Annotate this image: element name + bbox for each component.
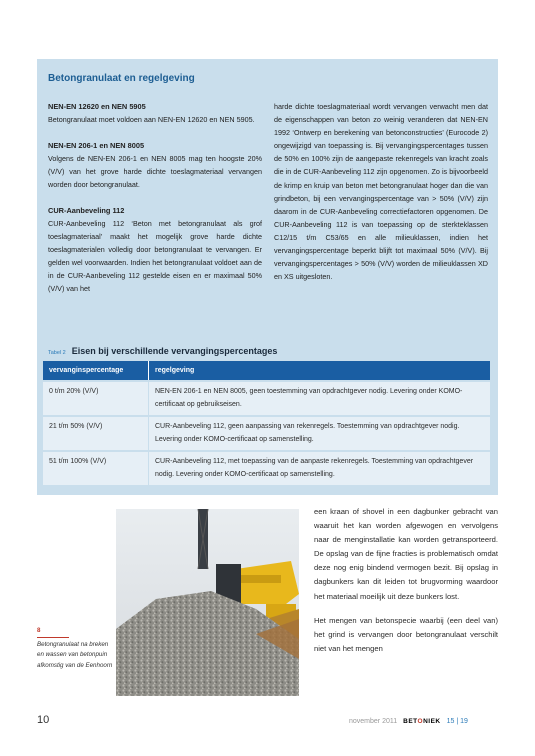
table-row [43,415,490,450]
requirements-table [43,361,490,485]
column-header: regelgeving [155,367,195,374]
table-caption [48,346,277,356]
figure-number: 8 [37,627,41,634]
section-heading: CUR-Aanbeveling 112 [48,205,125,215]
table-cell: CUR-Aanbeveling 112, met toepassing van de aanpaste rekenregels. Toestemming van opdrachtgever nodig. Levering onder KOMO-certificaat op samenstelling. [155,458,474,478]
magazine-logo: BETONIEK [403,718,441,725]
table-cell: 51 t/m 100% (V/V) [43,452,149,485]
section-text: CUR-Aanbeveling 112 ‘Beton met betongranulaat als grof toeslagmateriaal’ maakt het mogelijk grove harde dichte toeslagmaterialen volledig door betongranulaat te vervangen. Er gelden wel voorwaarden. Indien het betongranulaat voldoet aan de in de CUR-Aanbeveling 112 gestelde eisen en er maximaal 50% (V/V) van het [48,218,262,294]
box-title: Betongranulaat en regelgeving [48,73,195,84]
table-cell: 21 t/m 50% (V/V) [43,417,149,450]
figure-caption-text: Betongranulaat na breken en wassen van betonpuin afkomstig van de Eenhoorn [37,641,113,669]
table-title: Eisen bij verschillende vervangingspercentages [71,346,278,356]
table-cell: 0 t/m 20% (V/V) [43,382,149,415]
issue-date: november 2011 [349,718,398,725]
box-right-column [274,100,488,283]
section-heading: NEN-EN 12620 en NEN 5905 [48,102,146,111]
body-paragraph: Het mengen van betonspecie waarbij (een deel van) het grind is vervangen door betongranulaat verschilt niet van het mengen [314,615,498,653]
footer [349,718,468,725]
table-label: Tabel 2 [48,350,66,356]
crane-gravel-photo [116,509,299,696]
table-cell: NEN-EN 206-1 en NEN 8005, geen toestemming van opdrachtgever nodig. Levering onder KOMO-certificaat op gebruikseisen. [155,388,463,408]
column-header: vervanginspercentage [43,361,149,380]
section-heading: NEN-EN 206-1 en NEN 8005 [48,140,145,150]
table-row [43,450,490,485]
table-cell: CUR-Aanbeveling 112, geen aanpassing van rekenregels. Toestemming van opdrachtgever nodig. Levering onder KOMO-certificaat op samenstelling. [155,423,460,443]
table-row [43,380,490,415]
section-text: harde dichte toeslagmateriaal wordt vervangen verwacht men dat de eigenschappen van beton zo weinig veranderen dat NEN-EN 1992 ‘Ontwerp en berekening van betonconstructies’ (Eurocode 2) ongewijzigd van toepassing is. Bij vervangingspercentages tussen de 50% en 100% zijn de aangepaste rekenregels van kracht zoals die in de CUR-Aanbeveling 112 zijn opgenomen. Zo is bijvoorbeeld de krimp en kruip van beton met betongranulaat hoger dan die van grindbeton, bij een vervangingspercentage van > 50% (V/V) zijn daarom in de CUR-Aanbeveling correctiefactoren opgenomen. De CUR-Aanbeveling 112 is van toepassing op de sterkteklassen C12/15 t/m C53/65 en alle milieuklassen, indien het vervangingspercentage beperkt blijft tot maximaal 50% (V/V). Bij vervangingspercentages > 50% (V/V) worden de milieuklassen XD en XS uitgesloten. [274,102,488,282]
box-left-column [48,100,262,308]
section-text: Volgens de NEN-EN 206-1 en NEN 8005 mag ten hoogste 20% (V/V) van het grove harde dichte toeslagmateriaal vervangen worden door betongranulaat. [48,153,262,189]
body-paragraph: een kraan of shovel in een dagbunker gebracht van waaruit het kan worden afgewogen en vervolgens naar de menginstallatie kan worden getransporteerd. De opslag van de fijne fracties is problematisch omdat deze nog enig bindend vermogen bezit. Bij opslag in dagbunkers kan dit leiden tot brugvorming waardoor het materiaal moeilijk uit deze bunkers lost. [314,507,498,601]
page-number: 10 [37,714,50,726]
figure-caption [37,626,113,671]
body-column [314,505,498,666]
page-range: 15 | 19 [446,718,468,725]
table-header [43,361,490,380]
caption-rule [37,637,69,638]
section-text: Betongranulaat moet voldoen aan NEN-EN 12620 en NEN 5905. [48,115,255,125]
